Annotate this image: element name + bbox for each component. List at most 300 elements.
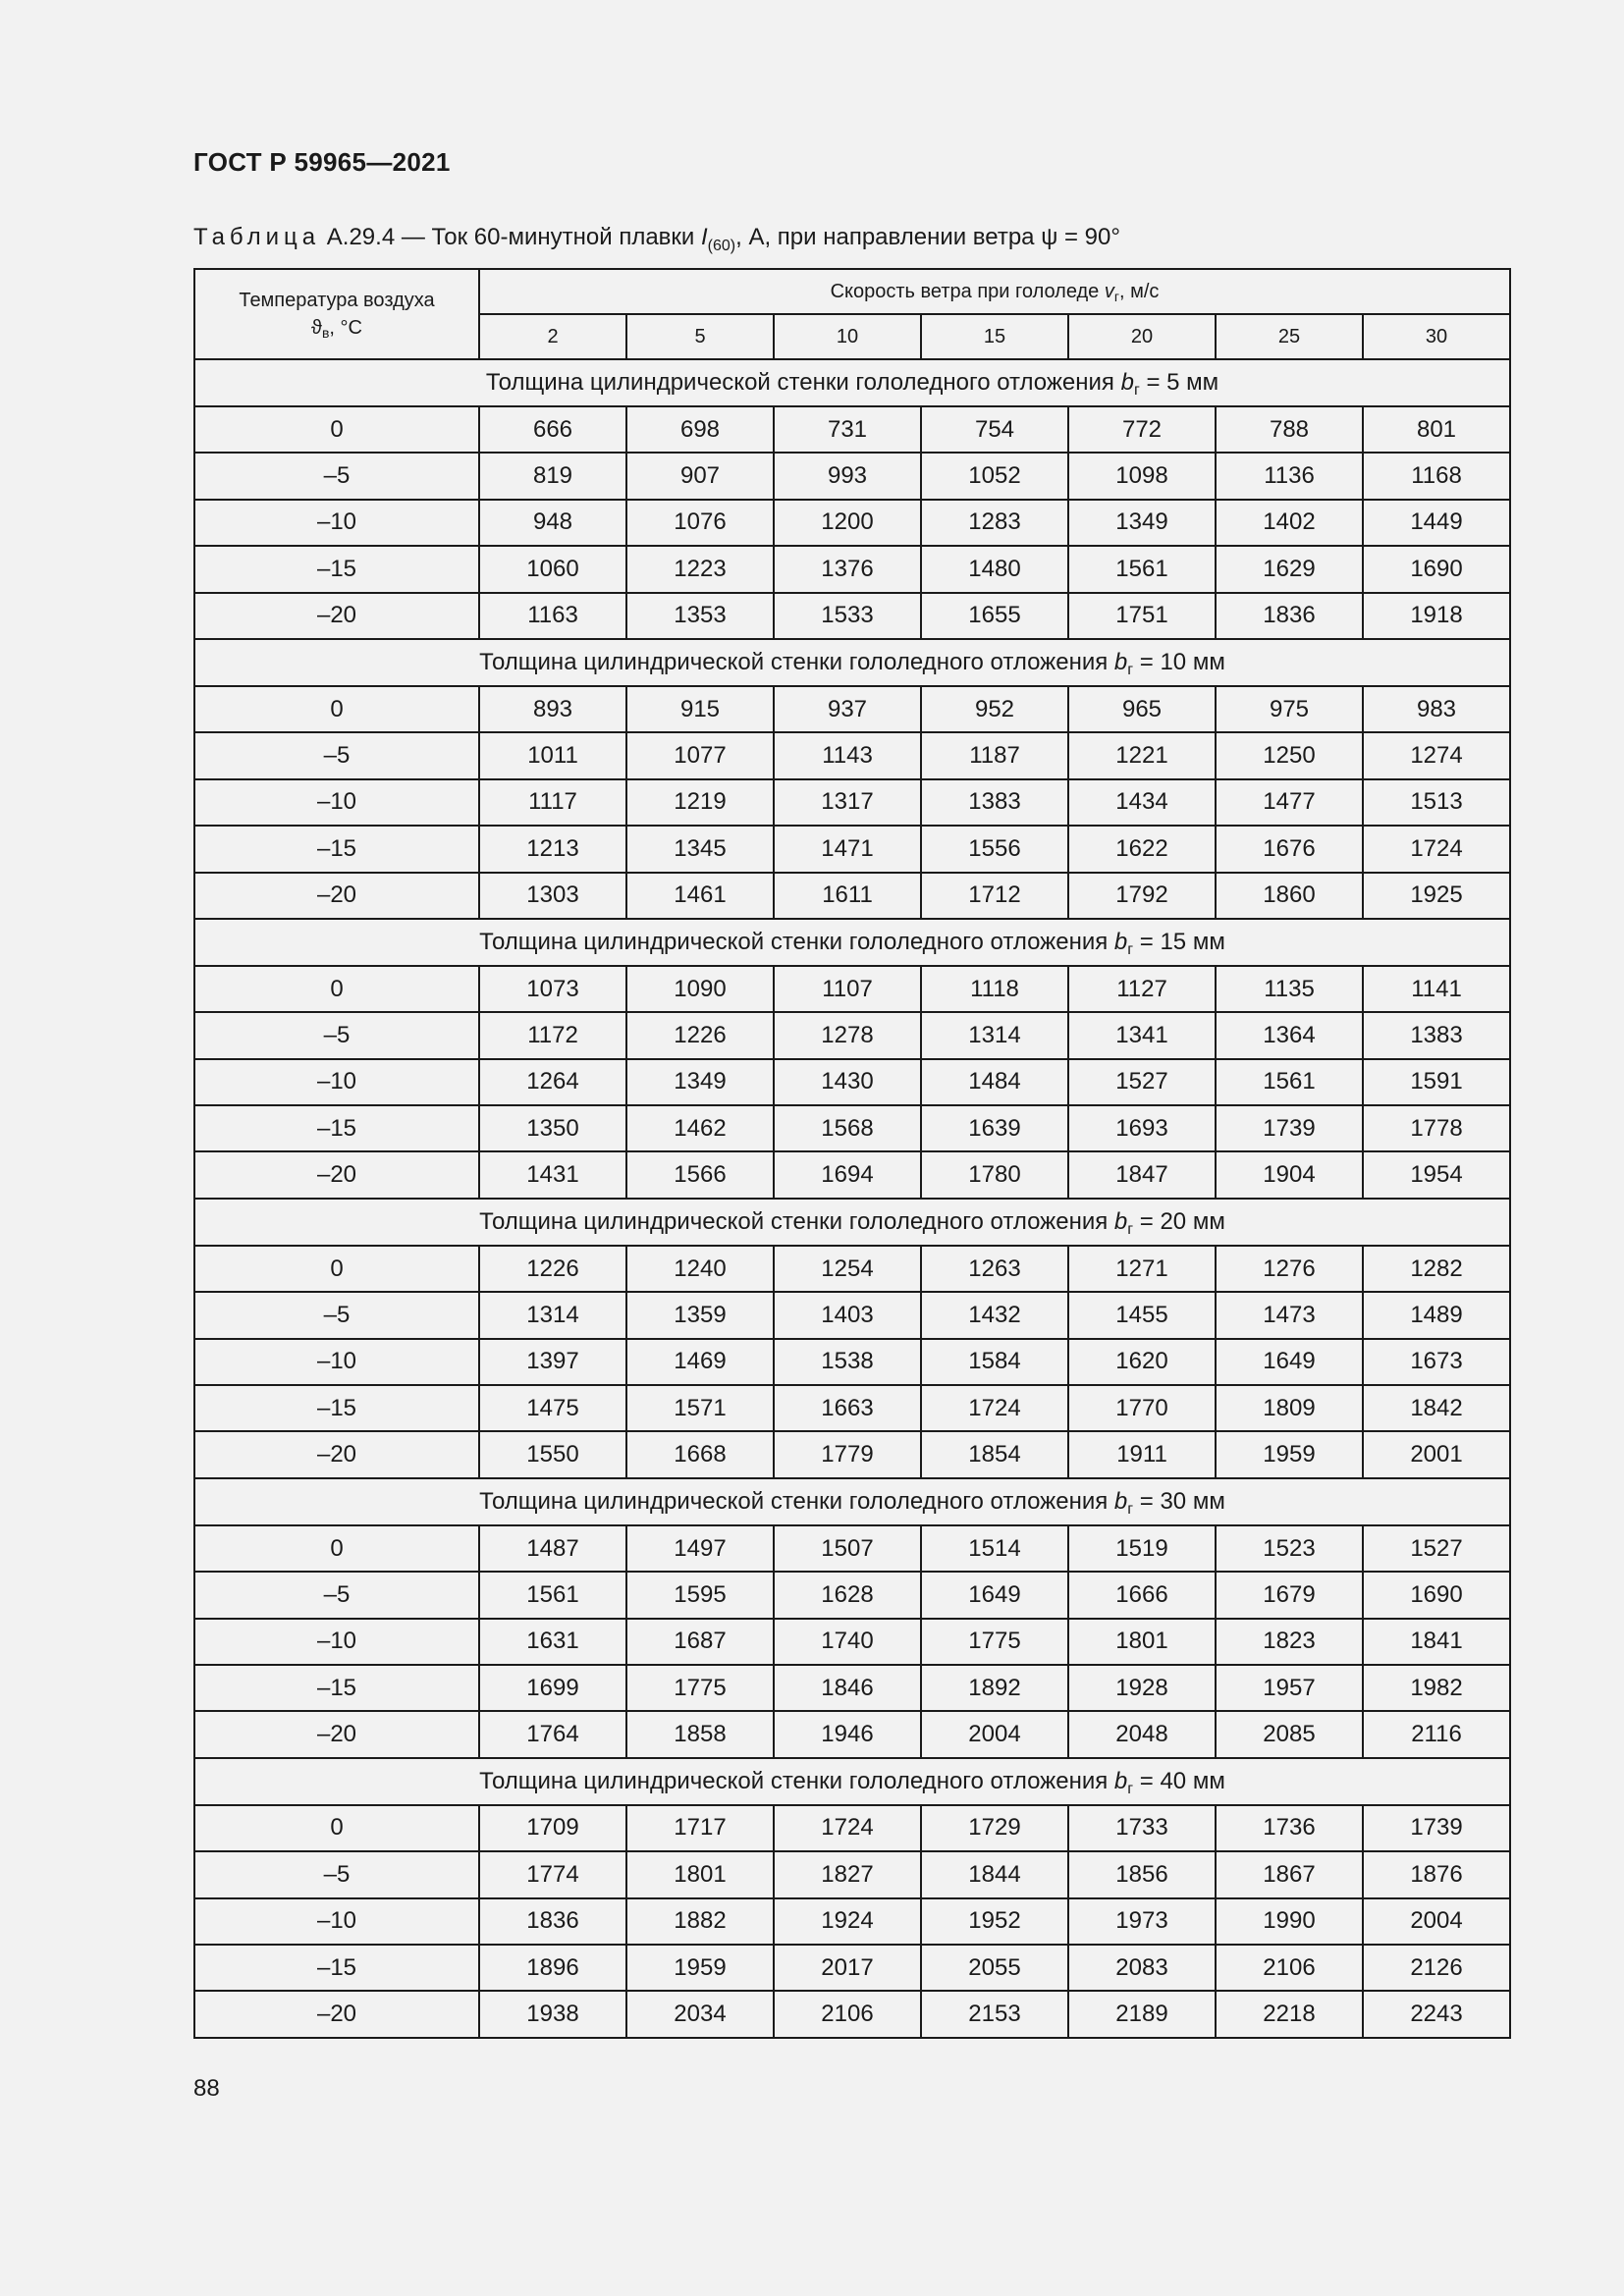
table-row — [194, 1805, 1510, 1851]
section-title-symbol: b — [1120, 369, 1134, 396]
section-title-value: = 20 мм — [1133, 1207, 1225, 1235]
current-value-cell: 1402 — [1216, 500, 1363, 546]
temperature-header-unit: , °C — [329, 317, 362, 339]
current-value-cell: 1628 — [774, 1572, 921, 1618]
current-value-cell: 2055 — [921, 1945, 1068, 1991]
current-value-cell: 1801 — [1068, 1619, 1216, 1665]
current-value-cell: 1561 — [479, 1572, 626, 1618]
current-value-cell: 1135 — [1216, 966, 1363, 1012]
current-value-cell: 1836 — [1216, 593, 1363, 639]
current-value-cell: 1751 — [1068, 593, 1216, 639]
current-value-cell: 1172 — [479, 1012, 626, 1058]
section-title-text: Толщина цилиндрической стенки гололедного отложения — [479, 928, 1114, 955]
temperature-cell: –10 — [194, 1619, 479, 1665]
table-row — [194, 453, 1510, 499]
wind-speed-column-header: 15 — [921, 314, 1068, 359]
current-value-cell: 1946 — [774, 1711, 921, 1757]
current-value-cell: 1449 — [1363, 500, 1510, 546]
temperature-cell: –20 — [194, 873, 479, 919]
current-value-cell: 2001 — [1363, 1431, 1510, 1477]
current-value-cell: 754 — [921, 406, 1068, 453]
wind-speed-column-header: 25 — [1216, 314, 1363, 359]
section-title-subscript: г — [1127, 661, 1134, 678]
current-value-cell: 1801 — [626, 1851, 774, 1897]
temperature-cell: –5 — [194, 732, 479, 778]
current-value-cell: 1918 — [1363, 593, 1510, 639]
current-value-cell: 788 — [1216, 406, 1363, 453]
current-value-cell: 1847 — [1068, 1151, 1216, 1198]
current-value-cell: 1690 — [1363, 1572, 1510, 1618]
temperature-cell: –5 — [194, 1851, 479, 1897]
section-title-symbol: b — [1113, 1487, 1128, 1515]
current-value-cell: 1226 — [626, 1012, 774, 1058]
table-row — [194, 1851, 1510, 1897]
current-value-cell: 1250 — [1216, 732, 1363, 778]
caption-subscript: (60) — [707, 238, 736, 254]
current-value-cell: 2017 — [774, 1945, 921, 1991]
section-title-symbol: b — [1113, 648, 1128, 675]
current-value-cell: 1709 — [479, 1805, 626, 1851]
current-value-cell: 1533 — [774, 593, 921, 639]
current-value-cell: 1774 — [479, 1851, 626, 1897]
current-value-cell: 1622 — [1068, 826, 1216, 872]
temperature-cell: –15 — [194, 1945, 479, 1991]
current-value-cell: 1317 — [774, 779, 921, 826]
current-value-cell: 1276 — [1216, 1246, 1363, 1292]
current-value-cell: 1629 — [1216, 546, 1363, 592]
table-row — [194, 686, 1510, 732]
table-row — [194, 732, 1510, 778]
current-value-cell: 1163 — [479, 593, 626, 639]
current-value-cell: 2004 — [1363, 1898, 1510, 1945]
section-header-row — [194, 919, 1510, 966]
current-value-cell: 1432 — [921, 1292, 1068, 1338]
current-value-cell: 1876 — [1363, 1851, 1510, 1897]
current-value-cell: 1221 — [1068, 732, 1216, 778]
temperature-cell: 0 — [194, 1805, 479, 1851]
current-value-cell: 1882 — [626, 1898, 774, 1945]
current-value-cell: 666 — [479, 406, 626, 453]
current-value-cell: 1561 — [1216, 1059, 1363, 1105]
current-value-cell: 1699 — [479, 1665, 626, 1711]
current-value-cell: 2116 — [1363, 1711, 1510, 1757]
wind-speed-column-header: 2 — [479, 314, 626, 359]
current-value-cell: 1842 — [1363, 1385, 1510, 1431]
current-value-cell: 1455 — [1068, 1292, 1216, 1338]
section-header-row — [194, 1199, 1510, 1246]
current-value-cell: 1052 — [921, 453, 1068, 499]
current-value-cell: 1489 — [1363, 1292, 1510, 1338]
current-value-cell: 1841 — [1363, 1619, 1510, 1665]
current-value-cell: 1733 — [1068, 1805, 1216, 1851]
section-title — [194, 639, 1510, 686]
current-value-cell: 1687 — [626, 1619, 774, 1665]
current-value-cell: 1484 — [921, 1059, 1068, 1105]
table-row — [194, 1105, 1510, 1151]
current-value-cell: 1060 — [479, 546, 626, 592]
current-value-cell: 1219 — [626, 779, 774, 826]
section-title-subscript: г — [1127, 1220, 1134, 1238]
current-value-cell: 1561 — [1068, 546, 1216, 592]
temperature-cell: 0 — [194, 966, 479, 1012]
current-value-cell: 1090 — [626, 966, 774, 1012]
current-value-cell: 1982 — [1363, 1665, 1510, 1711]
current-value-cell: 1143 — [774, 732, 921, 778]
current-value-cell: 1213 — [479, 826, 626, 872]
current-value-cell: 1846 — [774, 1665, 921, 1711]
current-value-cell: 1118 — [921, 966, 1068, 1012]
temperature-cell: 0 — [194, 686, 479, 732]
section-title-subscript: г — [1133, 382, 1140, 399]
current-value-cell: 1353 — [626, 593, 774, 639]
current-value-cell: 1383 — [921, 779, 1068, 826]
temperature-cell: –20 — [194, 1431, 479, 1477]
current-value-cell: 1477 — [1216, 779, 1363, 826]
current-value-cell: 1383 — [1363, 1012, 1510, 1058]
section-header-row — [194, 639, 1510, 686]
caption-symbol: I — [701, 224, 708, 250]
current-value-cell: 1523 — [1216, 1525, 1363, 1572]
current-value-cell: 1655 — [921, 593, 1068, 639]
section-title — [194, 919, 1510, 966]
temperature-header-symbol: ϑ — [311, 317, 322, 339]
current-value-cell: 1480 — [921, 546, 1068, 592]
temperature-cell: –20 — [194, 1711, 479, 1757]
current-value-cell: 2034 — [626, 1991, 774, 2037]
current-value-cell: 1957 — [1216, 1665, 1363, 1711]
current-value-cell: 1739 — [1363, 1805, 1510, 1851]
section-title — [194, 1758, 1510, 1805]
caption-text-b: , А, при направлении ветра ψ = 90° — [735, 224, 1120, 250]
table-row — [194, 1898, 1510, 1945]
current-value-cell: 1349 — [626, 1059, 774, 1105]
section-title-value: = 40 мм — [1133, 1767, 1225, 1794]
current-value-cell: 1117 — [479, 779, 626, 826]
current-value-cell: 1679 — [1216, 1572, 1363, 1618]
current-value-cell: 1376 — [774, 546, 921, 592]
temperature-cell: –15 — [194, 1665, 479, 1711]
current-value-cell: 1611 — [774, 873, 921, 919]
current-value-cell: 1403 — [774, 1292, 921, 1338]
wind-speed-column-header: 10 — [774, 314, 921, 359]
section-title-symbol: b — [1113, 928, 1128, 955]
current-value-cell: 937 — [774, 686, 921, 732]
section-title-value: = 10 мм — [1133, 648, 1225, 675]
current-value-cell: 1779 — [774, 1431, 921, 1477]
temperature-cell: –20 — [194, 593, 479, 639]
current-value-cell: 2153 — [921, 1991, 1068, 2037]
current-value-cell: 1341 — [1068, 1012, 1216, 1058]
table-row — [194, 826, 1510, 872]
table-row — [194, 1711, 1510, 1757]
current-value-cell: 1223 — [626, 546, 774, 592]
current-value-cell: 1673 — [1363, 1339, 1510, 1385]
current-value-cell: 1867 — [1216, 1851, 1363, 1897]
current-value-cell: 1141 — [1363, 966, 1510, 1012]
wind-speed-header — [479, 269, 1510, 314]
section-title — [194, 1199, 1510, 1246]
current-value-cell: 1519 — [1068, 1525, 1216, 1572]
current-value-cell: 1740 — [774, 1619, 921, 1665]
wind-speed-column-header: 20 — [1068, 314, 1216, 359]
temperature-cell: –10 — [194, 1059, 479, 1105]
current-value-cell: 1858 — [626, 1711, 774, 1757]
table-row — [194, 966, 1510, 1012]
current-value-cell: 948 — [479, 500, 626, 546]
section-title-subscript: г — [1127, 1500, 1134, 1518]
current-value-cell: 1550 — [479, 1431, 626, 1477]
current-value-cell: 1729 — [921, 1805, 1068, 1851]
current-value-cell: 1844 — [921, 1851, 1068, 1897]
current-value-cell: 993 — [774, 453, 921, 499]
current-value-cell: 2189 — [1068, 1991, 1216, 2037]
temperature-cell: –10 — [194, 500, 479, 546]
section-title — [194, 1478, 1510, 1525]
current-value-cell: 1254 — [774, 1246, 921, 1292]
current-value-cell: 1770 — [1068, 1385, 1216, 1431]
section-title-text: Толщина цилиндрической стенки гололедного отложения — [479, 648, 1114, 675]
temperature-header-line1: Температура воздуха — [239, 290, 435, 311]
table-row — [194, 1012, 1510, 1058]
current-value-cell: 1226 — [479, 1246, 626, 1292]
temperature-cell: 0 — [194, 1246, 479, 1292]
current-value-cell: 698 — [626, 406, 774, 453]
current-value-cell: 2106 — [1216, 1945, 1363, 1991]
wind-speed-header-unit: , м/с — [1118, 280, 1160, 302]
current-value-cell: 1487 — [479, 1525, 626, 1572]
temperature-cell: –5 — [194, 1292, 479, 1338]
current-value-cell: 983 — [1363, 686, 1510, 732]
current-value-cell: 1462 — [626, 1105, 774, 1151]
current-value-cell: 1397 — [479, 1339, 626, 1385]
current-value-cell: 1952 — [921, 1898, 1068, 1945]
temperature-cell: –15 — [194, 1385, 479, 1431]
temperature-cell: –5 — [194, 1572, 479, 1618]
current-value-cell: 1959 — [1216, 1431, 1363, 1477]
current-value-cell: 1283 — [921, 500, 1068, 546]
wind-speed-header-symbol: v — [1104, 280, 1114, 302]
current-value-cell: 1860 — [1216, 873, 1363, 919]
section-title-symbol: b — [1113, 1207, 1128, 1235]
current-value-cell: 1584 — [921, 1339, 1068, 1385]
data-table — [193, 268, 1511, 2039]
current-value-cell: 915 — [626, 686, 774, 732]
current-value-cell: 1469 — [626, 1339, 774, 1385]
table-row — [194, 1059, 1510, 1105]
current-value-cell: 1694 — [774, 1151, 921, 1198]
temperature-header-subscript: в — [321, 325, 330, 341]
current-value-cell: 1778 — [1363, 1105, 1510, 1151]
temperature-cell: –15 — [194, 546, 479, 592]
current-value-cell: 1924 — [774, 1898, 921, 1945]
current-value-cell: 2126 — [1363, 1945, 1510, 1991]
table-row — [194, 1151, 1510, 1198]
section-title-subscript: г — [1127, 1780, 1134, 1797]
current-value-cell: 2048 — [1068, 1711, 1216, 1757]
temperature-cell: –15 — [194, 1105, 479, 1151]
table-row — [194, 1991, 1510, 2037]
current-value-cell: 1764 — [479, 1711, 626, 1757]
current-value-cell: 1739 — [1216, 1105, 1363, 1151]
current-value-cell: 1571 — [626, 1385, 774, 1431]
table-row — [194, 1572, 1510, 1618]
current-value-cell: 1925 — [1363, 873, 1510, 919]
current-value-cell: 1911 — [1068, 1431, 1216, 1477]
current-value-cell: 1274 — [1363, 732, 1510, 778]
section-header-row — [194, 359, 1510, 406]
table-row — [194, 1246, 1510, 1292]
current-value-cell: 1649 — [1216, 1339, 1363, 1385]
current-value-cell: 1938 — [479, 1991, 626, 2037]
current-value-cell: 907 — [626, 453, 774, 499]
current-value-cell: 1350 — [479, 1105, 626, 1151]
current-value-cell: 1724 — [774, 1805, 921, 1851]
temperature-cell: –20 — [194, 1151, 479, 1198]
current-value-cell: 1430 — [774, 1059, 921, 1105]
current-value-cell: 1827 — [774, 1851, 921, 1897]
current-value-cell: 801 — [1363, 406, 1510, 453]
current-value-cell: 1666 — [1068, 1572, 1216, 1618]
current-value-cell: 1775 — [626, 1665, 774, 1711]
table-caption — [193, 224, 1120, 254]
current-value-cell: 1823 — [1216, 1619, 1363, 1665]
current-value-cell: 1724 — [1363, 826, 1510, 872]
current-value-cell: 1854 — [921, 1431, 1068, 1477]
current-value-cell: 1136 — [1216, 453, 1363, 499]
current-value-cell: 1736 — [1216, 1805, 1363, 1851]
current-value-cell: 1717 — [626, 1805, 774, 1851]
current-value-cell: 2085 — [1216, 1711, 1363, 1757]
current-value-cell: 1775 — [921, 1619, 1068, 1665]
wind-speed-column-header: 30 — [1363, 314, 1510, 359]
current-value-cell: 1359 — [626, 1292, 774, 1338]
table-row — [194, 1619, 1510, 1665]
current-value-cell: 1314 — [479, 1292, 626, 1338]
current-value-cell: 975 — [1216, 686, 1363, 732]
current-value-cell: 952 — [921, 686, 1068, 732]
current-value-cell: 1896 — [479, 1945, 626, 1991]
current-value-cell: 1538 — [774, 1339, 921, 1385]
temperature-cell: –5 — [194, 453, 479, 499]
current-value-cell: 1282 — [1363, 1246, 1510, 1292]
table-row — [194, 779, 1510, 826]
current-value-cell: 1566 — [626, 1151, 774, 1198]
current-value-cell: 1959 — [626, 1945, 774, 1991]
current-value-cell: 893 — [479, 686, 626, 732]
current-value-cell: 1303 — [479, 873, 626, 919]
temperature-cell: –5 — [194, 1012, 479, 1058]
current-value-cell: 1663 — [774, 1385, 921, 1431]
section-title-text: Толщина цилиндрической стенки гололедного отложения — [479, 1207, 1114, 1235]
current-value-cell: 1668 — [626, 1431, 774, 1477]
current-value-cell: 772 — [1068, 406, 1216, 453]
current-value-cell: 1314 — [921, 1012, 1068, 1058]
current-value-cell: 1631 — [479, 1619, 626, 1665]
current-value-cell: 1973 — [1068, 1898, 1216, 1945]
table-row — [194, 406, 1510, 453]
current-value-cell: 1434 — [1068, 779, 1216, 826]
table-row — [194, 1945, 1510, 1991]
table-row — [194, 546, 1510, 592]
table-row — [194, 1431, 1510, 1477]
current-value-cell: 1168 — [1363, 453, 1510, 499]
current-value-cell: 1836 — [479, 1898, 626, 1945]
temperature-cell: 0 — [194, 406, 479, 453]
temperature-cell: –10 — [194, 1339, 479, 1385]
table-row — [194, 1525, 1510, 1572]
section-title-value: = 5 мм — [1139, 369, 1219, 396]
temperature-cell: –10 — [194, 1898, 479, 1945]
current-value-cell: 1349 — [1068, 500, 1216, 546]
current-value-cell: 1473 — [1216, 1292, 1363, 1338]
current-value-cell: 1591 — [1363, 1059, 1510, 1105]
current-value-cell: 1568 — [774, 1105, 921, 1151]
current-value-cell: 1187 — [921, 732, 1068, 778]
current-value-cell: 1693 — [1068, 1105, 1216, 1151]
current-value-cell: 1431 — [479, 1151, 626, 1198]
current-value-cell: 1127 — [1068, 966, 1216, 1012]
current-value-cell: 2243 — [1363, 1991, 1510, 2037]
section-title-subscript: г — [1127, 940, 1134, 958]
current-value-cell: 1364 — [1216, 1012, 1363, 1058]
section-title — [194, 359, 1510, 406]
current-value-cell: 1809 — [1216, 1385, 1363, 1431]
temperature-column-header — [194, 269, 479, 359]
current-value-cell: 1514 — [921, 1525, 1068, 1572]
current-value-cell: 1076 — [626, 500, 774, 546]
table-row — [194, 873, 1510, 919]
current-value-cell: 1690 — [1363, 546, 1510, 592]
wind-speed-header-subscript: г — [1113, 288, 1119, 304]
table-row — [194, 1292, 1510, 1338]
current-value-cell: 1278 — [774, 1012, 921, 1058]
current-value-cell: 1073 — [479, 966, 626, 1012]
current-value-cell: 1527 — [1363, 1525, 1510, 1572]
current-value-cell: 1263 — [921, 1246, 1068, 1292]
current-value-cell: 819 — [479, 453, 626, 499]
current-value-cell: 1712 — [921, 873, 1068, 919]
table-row — [194, 593, 1510, 639]
wind-speed-header-text: Скорость ветра при гололеде — [830, 280, 1105, 302]
temperature-cell: 0 — [194, 1525, 479, 1572]
current-value-cell: 1676 — [1216, 826, 1363, 872]
current-value-cell: 1240 — [626, 1246, 774, 1292]
current-value-cell: 1461 — [626, 873, 774, 919]
wind-speed-column-header: 5 — [626, 314, 774, 359]
current-value-cell: 1200 — [774, 500, 921, 546]
current-value-cell: 1595 — [626, 1572, 774, 1618]
temperature-cell: –10 — [194, 779, 479, 826]
current-value-cell: 965 — [1068, 686, 1216, 732]
current-value-cell: 1475 — [479, 1385, 626, 1431]
section-header-row — [194, 1758, 1510, 1805]
table-row — [194, 1339, 1510, 1385]
document-header: ГОСТ Р 59965—2021 — [193, 147, 451, 177]
current-value-cell: 1011 — [479, 732, 626, 778]
section-header-row — [194, 1478, 1510, 1525]
temperature-cell: –20 — [194, 1991, 479, 2037]
current-value-cell: 1345 — [626, 826, 774, 872]
section-title-value: = 15 мм — [1133, 928, 1225, 955]
current-value-cell: 731 — [774, 406, 921, 453]
section-title-text: Толщина цилиндрической стенки гололедного отложения — [479, 1767, 1114, 1794]
current-value-cell: 1990 — [1216, 1898, 1363, 1945]
current-value-cell: 1264 — [479, 1059, 626, 1105]
current-value-cell: 1780 — [921, 1151, 1068, 1198]
current-value-cell: 1513 — [1363, 779, 1510, 826]
section-title-text: Толщина цилиндрической стенки гололедного отложения — [479, 1487, 1114, 1515]
section-title-text: Толщина цилиндрической стенки гололедного отложения — [485, 369, 1121, 396]
